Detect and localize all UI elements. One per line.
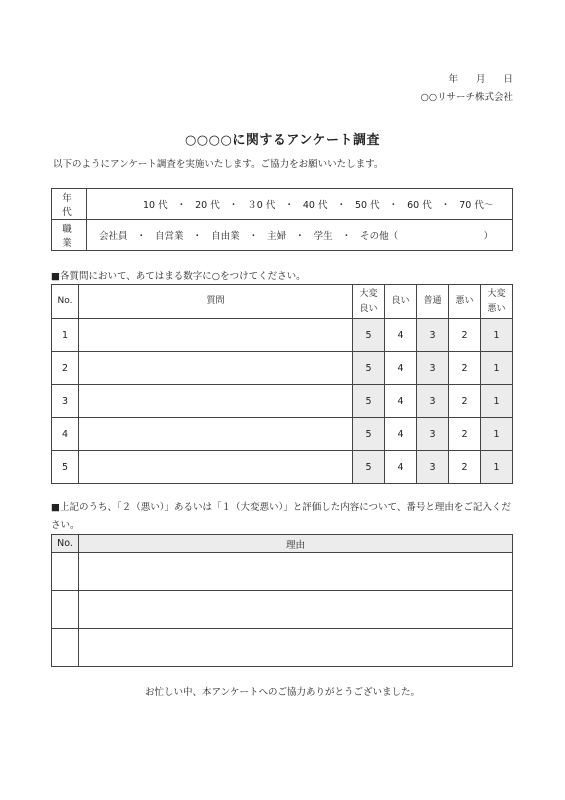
separator: ・ [336,200,346,211]
company-name: ○○リサーチ株式会社 [420,92,513,103]
table-row [52,319,513,352]
header-normal: 普通 [417,285,449,319]
question-no: 1 [52,319,79,352]
job-option-office-worker[interactable]: 会社員 [99,231,128,242]
score-3[interactable]: 3 [417,418,449,451]
job-option-student[interactable]: 学生 [313,231,333,242]
score-4[interactable]: 4 [385,385,417,418]
score-1[interactable]: 1 [481,451,513,484]
table-row [52,352,513,385]
reason-no-cell[interactable] [52,553,79,591]
age-label: 年 代 [52,189,87,220]
score-2[interactable]: 2 [449,352,481,385]
score-4[interactable]: 4 [385,352,417,385]
reasons-table [51,534,513,667]
question-no: 2 [52,352,79,385]
question-no: 4 [52,418,79,451]
demographics-table [51,188,513,251]
reason-text-cell[interactable] [79,591,513,629]
reasons-header-reason: 理由 [79,535,513,553]
table-row [52,418,513,451]
score-5[interactable]: 5 [353,319,385,352]
score-2[interactable]: 2 [449,418,481,451]
score-5[interactable]: 5 [353,418,385,451]
header-question: 質問 [79,285,353,319]
header-bad: 悪い [449,285,481,319]
job-option-other[interactable]: その他（ ） [360,231,494,242]
score-2[interactable]: 2 [449,385,481,418]
age-option-60s[interactable]: 60 代 [407,200,432,211]
separator: ・ [176,200,187,211]
rating-table [51,284,513,484]
job-row [52,220,513,251]
reason-no-cell[interactable] [52,591,79,629]
reasons-header-no: No. [52,535,79,553]
age-option-30s[interactable]: ３0 代 [247,200,276,211]
score-3[interactable]: 3 [417,319,449,352]
separator: ・ [388,200,399,211]
reason-text-cell[interactable] [79,553,513,591]
question-text-cell[interactable] [79,352,353,385]
reason-no-cell[interactable] [52,629,79,667]
score-3[interactable]: 3 [417,385,449,418]
header-no: No. [52,285,79,319]
score-5[interactable]: 5 [353,451,385,484]
score-3[interactable]: 3 [417,451,449,484]
age-option-50s[interactable]: 50 代 [354,200,380,211]
reasons-header-row [52,535,513,553]
age-option-40s[interactable]: 40 代 [302,200,328,211]
job-options [87,220,513,251]
question-text-cell[interactable] [79,319,353,352]
question-text-cell[interactable] [79,385,353,418]
separator: ・ [295,231,305,242]
age-options [87,189,513,220]
separator: ・ [440,200,451,211]
score-1[interactable]: 1 [481,385,513,418]
separator: ・ [248,231,259,242]
score-4[interactable]: 4 [385,451,417,484]
age-option-20s[interactable]: 20 代 [195,200,220,211]
header-very-good-line2: 良い [359,303,378,314]
score-4[interactable]: 4 [385,418,417,451]
separator: ・ [341,231,352,242]
score-1[interactable]: 1 [481,352,513,385]
year-label: 年 [448,74,458,85]
score-1[interactable]: 1 [481,319,513,352]
table-row [52,553,513,591]
score-2[interactable]: 2 [449,319,481,352]
table-row [52,591,513,629]
score-3[interactable]: 3 [417,352,449,385]
header-very-good-line1: 大変 [359,288,378,299]
intro-text: 以下のようにアンケート調査を実施いたします。ご協力をお願いいたします。 [53,159,384,170]
question-no: 3 [52,385,79,418]
separator: ・ [192,231,203,242]
closing-message: お忙しい中、本アンケートへのご協力ありがとうございました。 [145,687,420,698]
question-text-cell[interactable] [79,451,353,484]
header-good: 良い [385,285,417,319]
rating-header-row [52,285,513,319]
job-label: 職 業 [52,220,87,251]
separator: ・ [136,231,147,242]
day-label: 日 [503,74,513,85]
score-4[interactable]: 4 [385,319,417,352]
table-row [52,629,513,667]
header-very-bad-line2: 悪い [487,303,506,314]
job-option-homemaker[interactable]: 主婦 [267,231,287,242]
table-row [52,451,513,484]
section2-instruction: ■上記のうち、「２（悪い）」あるいは「１（大変悪い）」と評価した内容について、番号と理由をご記入ください。 [51,502,511,531]
age-option-10s[interactable]: 10 代 [143,200,168,211]
job-option-freelance[interactable]: 自由業 [211,231,240,242]
table-row [52,385,513,418]
age-option-70s-plus[interactable]: 70 代～ [459,200,494,211]
score-5[interactable]: 5 [353,352,385,385]
separator: ・ [284,200,294,211]
score-5[interactable]: 5 [353,385,385,418]
score-1[interactable]: 1 [481,418,513,451]
job-option-self-employed[interactable]: 自営業 [155,231,184,242]
header-very-bad [481,285,513,319]
question-text-cell[interactable] [79,418,353,451]
header-very-good [353,285,385,319]
section1-instruction: ■各質問において、あてはまる数字に○をつけてください。 [51,271,306,282]
reason-text-cell[interactable] [79,629,513,667]
age-row [52,189,513,220]
date-line [448,71,513,85]
separator: ・ [228,200,239,211]
score-2[interactable]: 2 [449,451,481,484]
header-very-bad-line1: 大変 [487,288,506,299]
month-label: 月 [475,74,486,85]
question-no: 5 [52,451,79,484]
page-title: ○○○○に関するアンケート調査 [184,133,381,148]
